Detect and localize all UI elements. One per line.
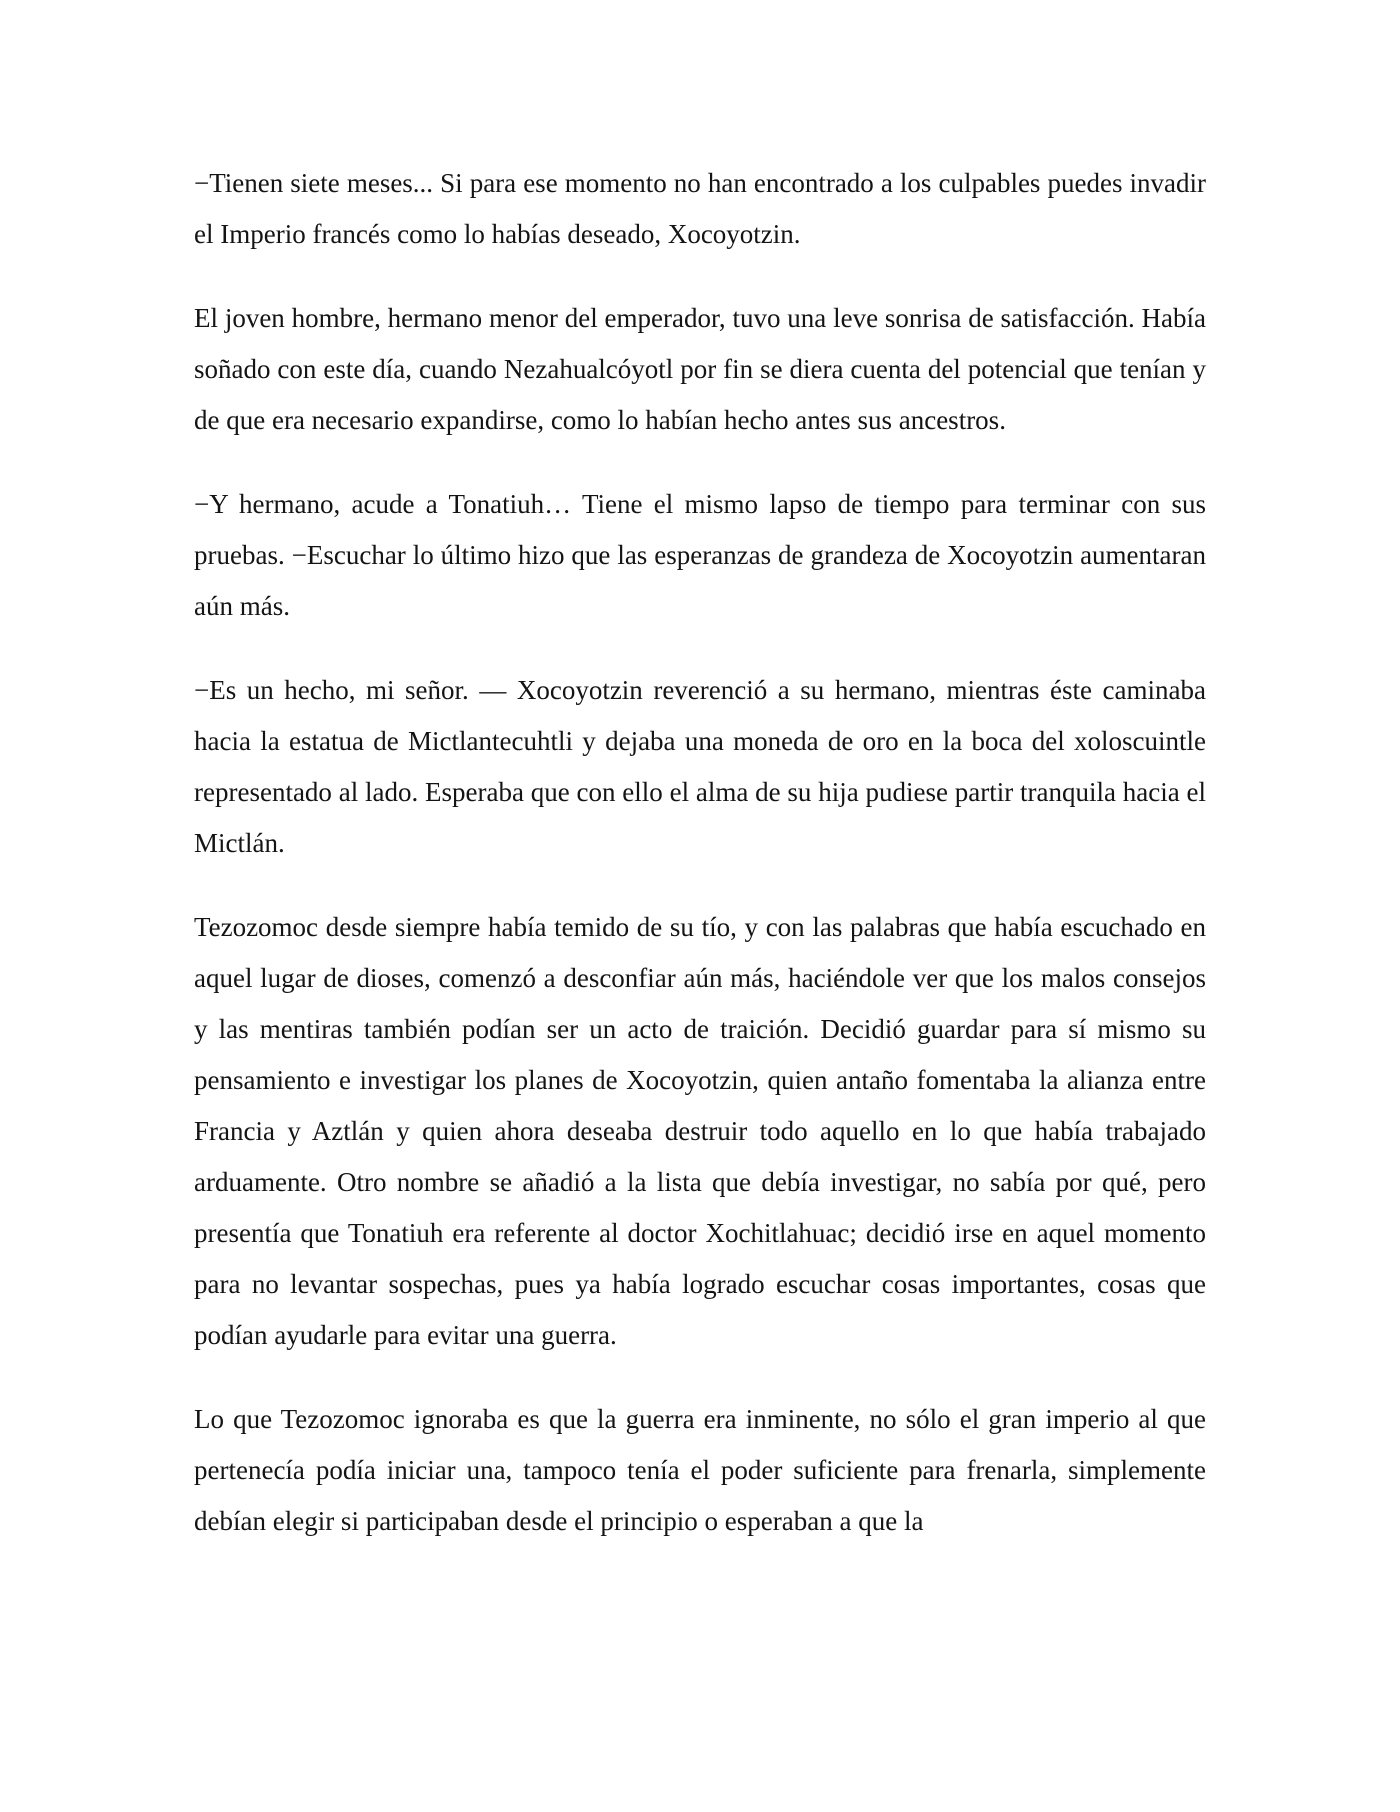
paragraph-2: El joven hombre, hermano menor del emperador, tuvo una leve sonrisa de satisfacción. Había soñado con este día, cuando Nezahualcóyotl por fin se diera cuenta del potencial que tenían y de que era necesario expandirse, como lo habían hecho antes sus ancestros.: [194, 303, 1206, 435]
paragraph-5: Tezozomoc desde siempre había temido de su tío, y con las palabras que había escuchado en aquel lugar de dioses, comenzó a desconfiar aún más, haciéndole ver que los malos consejos y las mentiras también podían ser un acto de traición. Decidió guardar para sí mismo su pensamiento e investigar los planes de Xocoyotzin, quien antaño fomentaba la alianza entre Francia y Aztlán y quien ahora deseaba destruir todo aquello en lo que había trabajado arduamente. Otro nombre se añadió a la lista que debía investigar, no sabía por qué, pero presentía que Tonatiuh era referente al doctor Xochitlahuac; decidió irse en aquel momento para no levantar sospechas, pues ya había logrado escuchar cosas importantes, cosas que podían ayudarle para evitar una guerra.: [194, 912, 1206, 1350]
paragraph-3: −Y hermano, acude a Tonatiuh… Tiene el mismo lapso de tiempo para terminar con sus pruebas. −Escuchar lo último hizo que las esperanzas de grandeza de Xocoyotzin aumentaran aún más.: [194, 489, 1206, 621]
body-text: [194, 158, 1206, 1580]
paragraph-1: −Tienen siete meses... Si para ese momento no han encontrado a los culpables puedes invadir el Imperio francés como lo habías deseado, Xocoyotzin.: [194, 168, 1206, 249]
paragraph-4: −Es un hecho, mi señor. — Xocoyotzin reverenció a su hermano, mientras éste caminaba hacia la estatua de Mictlantecuhtli y dejaba una moneda de oro en la boca del xoloscuintle representado al lado. Esperaba que con ello el alma de su hija pudiese partir tranquila hacia el Mictlán.: [194, 675, 1206, 858]
paragraph-6: Lo que Tezozomoc ignoraba es que la guerra era inminente, no sólo el gran imperio al que pertenecía podía iniciar una, tampoco tenía el poder suficiente para frenarla, simplemente debían elegir si participaban desde el principio o esperaban a que la: [194, 1404, 1206, 1536]
